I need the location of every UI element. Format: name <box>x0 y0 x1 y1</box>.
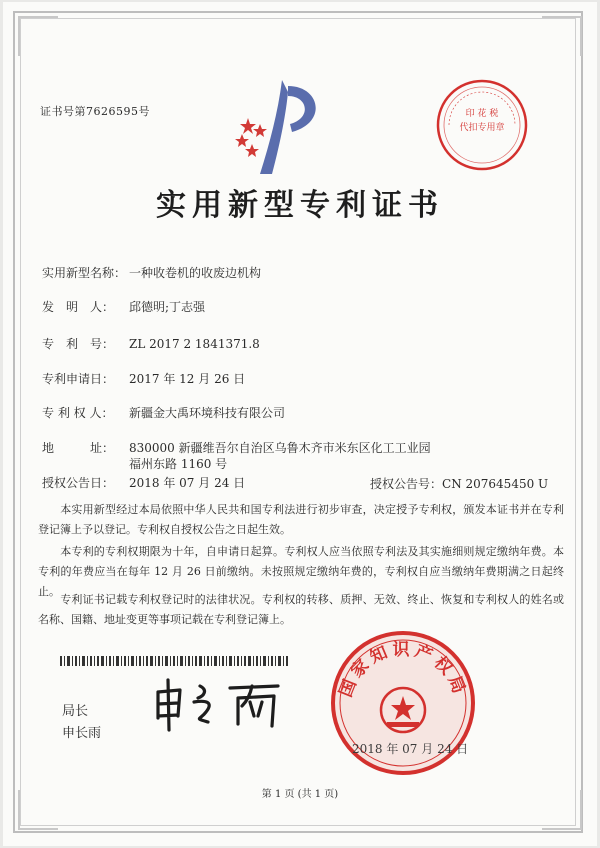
body-paragraph: 本专利的专利权期限为十年，自申请日起算。专利权人应当依照专利法及其实施细则规定缴纳年费。本专利的年费应当在每年 12 月 26 日前缴纳。未按照规定缴纳年费的，专利权自应当缴纳年费期满之日起终止。 <box>38 545 564 598</box>
director-signature <box>150 672 290 734</box>
field-label: 授权公告号： <box>370 477 443 491</box>
field-label: 实用新型名称： <box>42 266 127 280</box>
field-label: 专利申请日： <box>42 372 115 386</box>
body-paragraph: 专利证书记载专利权登记时的法律状况。专利权的转移、质押、无效、终止、恢复和专利权人的姓名或名称、国籍、地址变更等事项记载在专利登记簿上。 <box>38 593 564 626</box>
director-name: 申长雨 <box>62 726 102 741</box>
svg-text:国家知识产权局: 国家知识产权局 <box>335 640 471 700</box>
field-label: 发 明 人： <box>42 300 115 314</box>
address-line: 福州东路 1160 号 <box>129 457 228 471</box>
seal-date: 2018 年 07 月 24 日 <box>352 742 469 756</box>
field-grant-number <box>370 475 548 492</box>
field-label: 地 址： <box>42 441 115 455</box>
field-value: ZL 2017 2 1841371.8 <box>129 337 260 351</box>
field-patent-holder <box>42 405 285 421</box>
field-grant-date <box>42 475 245 491</box>
field-patent-number <box>42 336 260 352</box>
address-line: 830000 新疆维吾尔自治区乌鲁木齐市米东区化工工业园 <box>129 441 431 455</box>
field-value: CN 207645450 U <box>442 477 549 491</box>
field-value: 2018 年 07 月 24 日 <box>129 476 246 490</box>
svg-text:印 花 税: 印 花 税 <box>465 109 499 119</box>
patent-office-logo-icon <box>230 72 340 182</box>
svg-text:代扣专用章: 代扣专用章 <box>459 123 505 133</box>
director-title: 局长 <box>62 704 89 719</box>
field-label: 专 利 号： <box>42 337 115 351</box>
field-label: 专 利 权 人： <box>42 406 114 420</box>
field-address <box>42 440 431 472</box>
field-value: 2017 年 12 月 26 日 <box>129 372 246 386</box>
certificate-title: 实用新型专利证书 <box>156 188 444 223</box>
body-paragraph: 本实用新型经过本局依照中华人民共和国专利法进行初步审查，决定授予专利权，颁发本证书并在专利登记簿上予以登记。专利权自授权公告之日起生效。 <box>38 503 564 536</box>
field-value: 新疆金大禹环境科技有限公司 <box>129 406 286 420</box>
field-filing-date <box>42 371 245 387</box>
tax-stamp-seal <box>427 70 537 180</box>
corner-ornament <box>542 16 582 56</box>
field-label: 授权公告日： <box>42 476 115 490</box>
corner-ornament <box>18 16 58 56</box>
barcode <box>60 656 290 666</box>
certificate-number: 证书号第7626595号 <box>40 105 150 118</box>
field-value: 邱德明;丁志强 <box>129 300 206 314</box>
field-value: 一种收卷机的收废边机构 <box>129 266 262 280</box>
page-footer: 第 1 页 (共 1 页) <box>261 789 339 800</box>
field-utility-model-name <box>42 265 261 281</box>
field-inventor <box>42 299 205 315</box>
